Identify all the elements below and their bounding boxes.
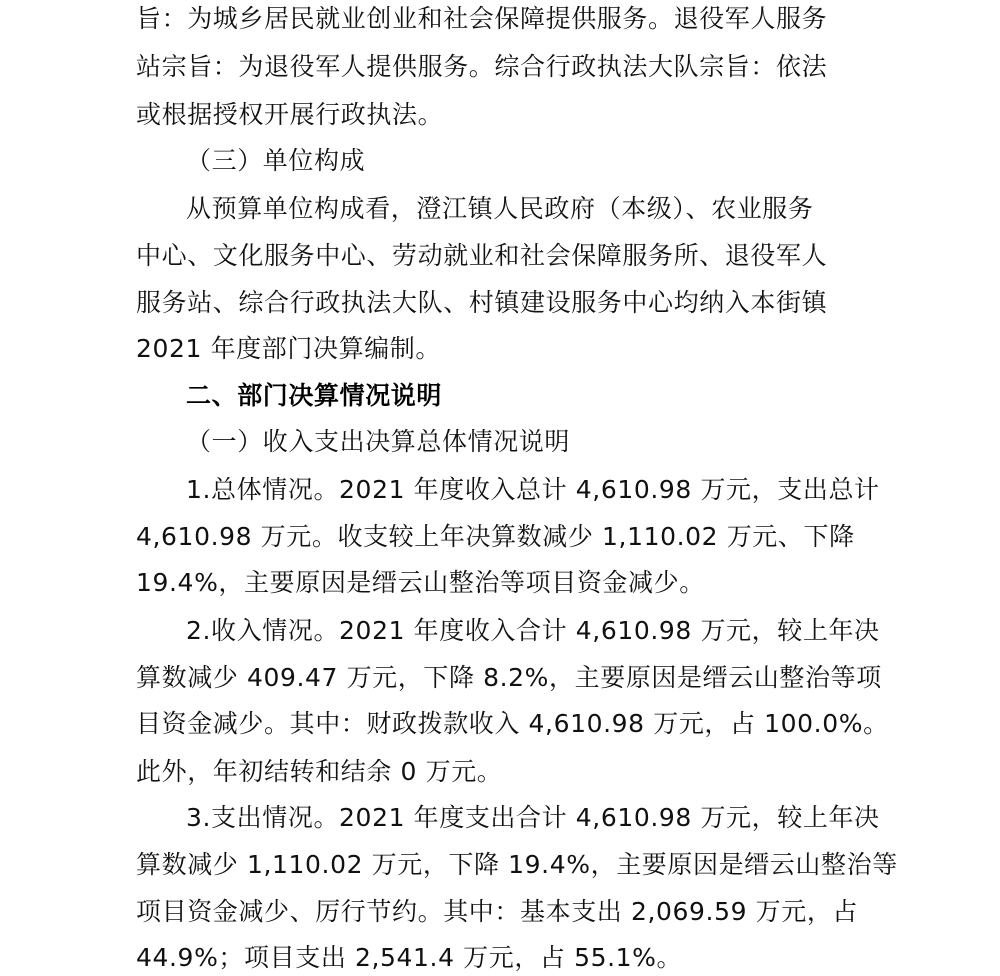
paragraph-line: 或根据授权开展行政执法。 (136, 100, 444, 129)
paragraph-line: 算数减少 1,110.02 万元，下降 19.4%，主要原因是缙云山整治等 (136, 850, 898, 879)
paragraph-line: 旨：为城乡居民就业创业和社会保障提供服务。退役军人服务 (136, 4, 828, 33)
section-subheading: （一）收入支出决算总体情况说明 (186, 427, 571, 456)
paragraph-line: 4,610.98 万元。收支较上年决算数减少 1,110.02 万元、下降 (136, 522, 855, 551)
paragraph-line: 项目资金减少、厉行节约。其中：基本支出 2,069.59 万元，占 (136, 897, 859, 926)
paragraph-line: 44.9%；项目支出 2,541.4 万元，占 55.1%。 (136, 943, 683, 972)
paragraph-line: 从预算单位构成看，澄江镇人民政府（本级）、农业服务 (186, 194, 814, 223)
paragraph-line: 算数减少 409.47 万元，下降 8.2%，主要原因是缙云山整治等项 (136, 663, 882, 692)
paragraph-line: 2.收入情况。2021 年度收入合计 4,610.98 万元，较上年决 (186, 616, 880, 645)
paragraph-line: 目资金减少。其中：财政拨款收入 4,610.98 万元，占 100.0%。 (136, 709, 889, 738)
paragraph-line: 服务站、综合行政执法大队、村镇建设服务中心均纳入本街镇 (136, 288, 828, 317)
paragraph-line: 站宗旨：为退役军人提供服务。综合行政执法大队宗旨：依法 (136, 52, 828, 81)
paragraph-line: 19.4%，主要原因是缙云山整治等项目资金减少。 (136, 568, 705, 597)
paragraph-line: 2021 年度部门决算编制。 (136, 334, 441, 363)
paragraph-line: 1.总体情况。2021 年度收入总计 4,610.98 万元，支出总计 (186, 475, 880, 504)
paragraph-line: 此外，年初结转和结余 0 万元。 (136, 757, 503, 786)
section-subheading: （三）单位构成 (186, 146, 366, 175)
section-heading: 二、部门决算情况说明 (186, 381, 443, 410)
paragraph-line: 中心、文化服务中心、劳动就业和社会保障服务所、退役军人 (136, 241, 828, 270)
paragraph-line: 3.支出情况。2021 年度支出合计 4,610.98 万元，较上年决 (186, 803, 880, 832)
